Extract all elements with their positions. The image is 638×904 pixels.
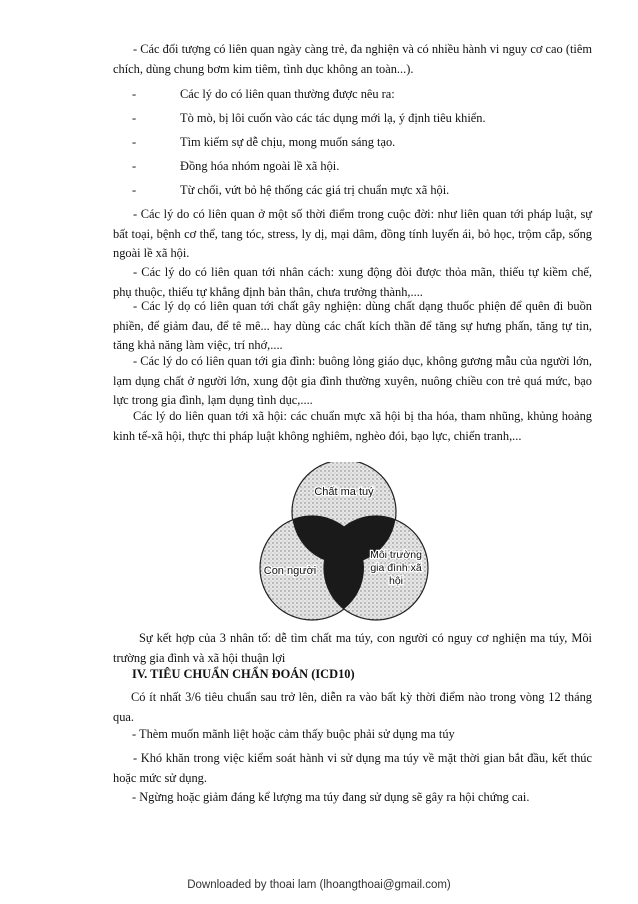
criterion-withdrawal: - Ngừng hoặc giảm đáng kể lượng ma túy đang sử dụng sẽ gây ra hội chứng cai. [132,790,530,804]
list-item-curiosity: Tò mò, bị lôi cuốn vào các tác dụng mới lạ, ý định tiêu khiển. [180,111,486,125]
criterion-craving: - Thèm muốn mãnh liệt hoặc cảm thấy buộc phải sử dụng ma túy [132,727,455,741]
paragraph-risk-groups: - Các đối tượng có liên quan ngày càng trẻ, đa nghiện và có nhiều hành vi nguy cơ cao (tiêm chích, dùng chung bơm kim tiêm, tình dục không an toàn...). [113,42,592,76]
venn-diagram [244,462,444,622]
paragraph-society: Các lý do liên quan tới xã hội: các chuẩn mực xã hội bị tha hóa, tham nhũng, khủng hoảng kinh tế-xã hội, thực thi pháp luật không nghiêm, nghèo đói, bạo lực, chiến tranh,... [113,409,592,443]
paragraph-personality: - Các lý do có liên quan tới nhân cách: xung động đòi được thỏa mãn, thiếu tự kiềm chế, phụ thuộc, thiếu tự khẳng định bản thân, chưa trưởng thành,.... [113,265,592,299]
list-dash: - [132,183,137,197]
venn-label-right-3: hội [388,575,404,587]
list-item-pleasure: Tìm kiếm sự dễ chịu, mong muốn sáng tạo. [180,135,396,149]
list-dash: - [132,87,137,101]
list-item-rejection: Từ chối, vứt bỏ hệ thống các giá trị chuẩn mực xã hội. [180,183,450,197]
venn-label-right-1: Môi trường [370,549,422,561]
list-dash: - [132,111,137,125]
diagram-caption: Sự kết hợp của 3 nhân tố: dễ tìm chất ma túy, con người có nguy cơ nghiện ma túy, Môi trường gia đình và xã hội thuận lợi [113,631,592,665]
venn-label-top: Chất ma tuý [314,486,374,498]
download-footer: Downloaded by thoai lam (lhoangthoai@gmail.com) [187,879,451,891]
venn-label-left: Con người [263,565,317,577]
paragraph-substance: - Các lý dọ có liên quan tới chất gây nghiện: dùng chất dạng thuốc phiện để quên đi buồn phiền, để giảm đau, để tê mê... hay dùng các chất kích thần để tăng sự hưng phấn, tăng tự tin, tăng khả năng làm việc, trí nhớ,.... [113,299,592,352]
venn-label-right-2: gia đình xã [370,562,422,574]
list-dash: - [132,159,137,173]
list-dash: - [132,135,137,149]
list-item-reasons-intro: Các lý do có liên quan thường được nêu ra: [180,87,395,101]
criterion-control: - Khó khăn trong việc kiểm soát hành vi sử dụng ma túy về mặt thời gian bắt đầu, kết thúc hoặc mức sử dụng. [113,751,592,785]
paragraph-family: - Các lý do có liên quan tới gia đình: buông lỏng giáo dục, không gương mẫu của người lớn, lạm dụng chất ở người lớn, xung đột gia đình thường xuyên, nuông chiều con trẻ quá mức, bạo lực trong gia đình, lạm dụng tình dục,.... [113,354,592,407]
paragraph-criteria-intro: Có ít nhất 3/6 tiêu chuẩn sau trở lên, diễn ra vào bất kỳ thời điểm nào trong vòng 12 tháng qua. [113,690,592,724]
paragraph-life-events: - Các lý do có liên quan ở một số thời điểm trong cuộc đời: như liên quan tới pháp luật, sự bất toại, bệnh cơ thể, tang tóc, stress, ly dị, mại dâm, đồng tính luyến ái, bỏ học, trộm cắp, sống ngoài lề xã hội. [113,207,592,260]
list-item-assimilation: Đồng hóa nhóm ngoài lề xã hội. [180,159,340,173]
section-heading: IV. TIÊU CHUẨN CHẨN ĐOÁN (ICD10) [132,667,355,681]
